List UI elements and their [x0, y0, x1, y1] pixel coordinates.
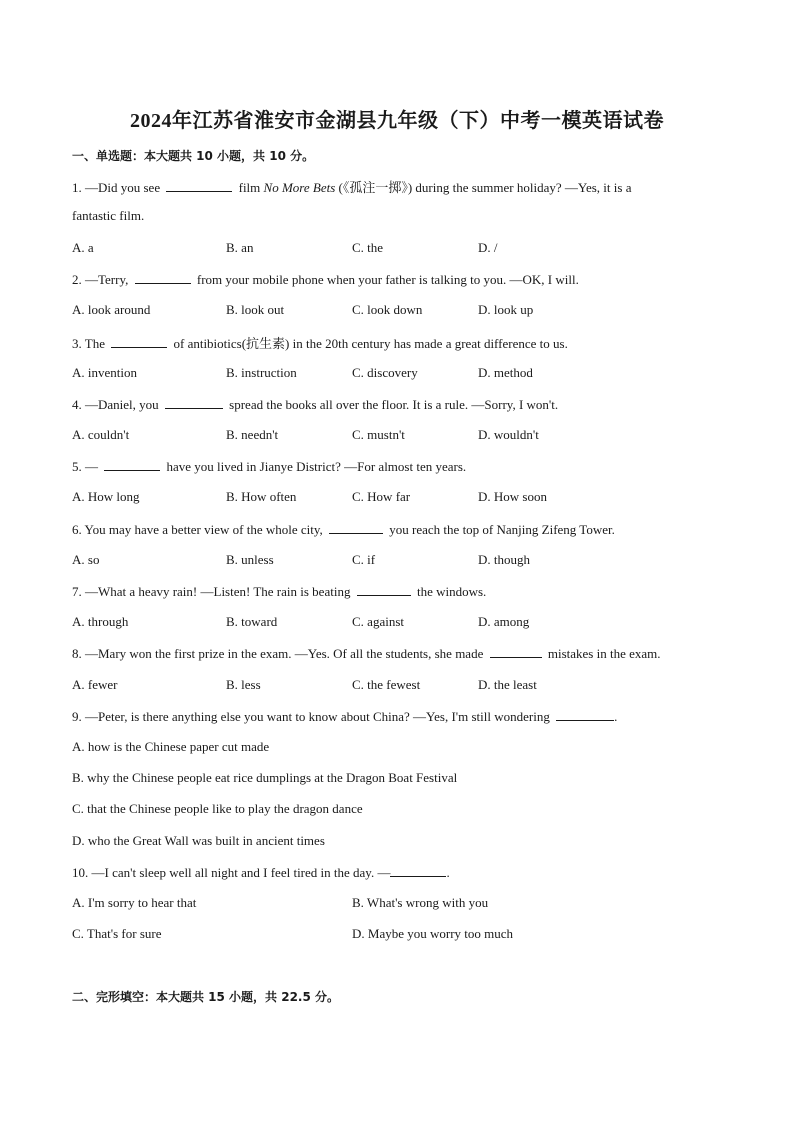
option-b: B. why the Chinese people eat rice dumplings at the Dragon Boat Festival: [72, 770, 458, 785]
option-b: B. instruction: [226, 365, 297, 380]
option-c: C. if: [352, 552, 376, 567]
answer-blank: [111, 335, 167, 348]
option-c: C. the fewest: [352, 677, 421, 692]
option-b: B. What's wrong with you: [352, 895, 489, 910]
page-title: 2024年江苏省淮安市金湖县九年级（下）中考一模英语试卷: [130, 110, 664, 132]
question-4: [72, 396, 558, 413]
option-a: A. a: [72, 240, 94, 255]
answer-blank: [556, 708, 614, 721]
option-d: D. method: [478, 365, 533, 380]
option-a: A. How long: [72, 489, 140, 504]
question-8: [72, 645, 661, 662]
option-d: D. who the Great Wall was built in ancient times: [72, 833, 325, 848]
answer-blank: [490, 645, 542, 658]
question-text: .: [446, 865, 450, 880]
option-c: C. discovery: [352, 365, 418, 380]
question-1-continued: fantastic film.: [72, 208, 145, 223]
question-10: [72, 864, 450, 881]
question-text: you reach the top of Nanjing Zifeng Tower.: [389, 522, 615, 537]
question-text: have you lived in Jianye District? —For almost ten years.: [166, 459, 467, 474]
option-b: B. toward: [226, 614, 278, 629]
answer-blank: [329, 521, 383, 534]
section-heading-cloze: 二、完形填空：本大题共 15 小题，共 22.5 分。: [72, 990, 340, 1004]
option-d: D. among: [478, 614, 530, 629]
answer-blank: [390, 864, 446, 877]
option-c: C. against: [352, 614, 404, 629]
option-b: B. How often: [226, 489, 297, 504]
question-text: 5. —: [72, 459, 98, 474]
option-c: C. the: [352, 240, 384, 255]
option-d: D. wouldn't: [478, 427, 539, 442]
question-text: film: [238, 180, 261, 195]
option-a: A. so: [72, 552, 100, 567]
question-2: [72, 271, 579, 288]
option-d: D. the least: [478, 677, 537, 692]
option-d: D. How soon: [478, 489, 547, 504]
option-a: A. how is the Chinese paper cut made: [72, 739, 270, 754]
option-c: C. mustn't: [352, 427, 405, 442]
question-text: from your mobile phone when your father is talking to you. —OK, I will.: [196, 272, 579, 287]
question-text: 3. The: [72, 336, 105, 351]
question-text: 6. You may have a better view of the whole city,: [72, 522, 323, 537]
option-a: A. couldn't: [72, 427, 130, 442]
option-b: B. look out: [226, 302, 285, 317]
question-text: mistakes in the exam.: [547, 646, 661, 661]
answer-blank: [166, 179, 232, 192]
answer-blank: [165, 396, 223, 409]
answer-blank: [357, 583, 411, 596]
option-a: A. invention: [72, 365, 137, 380]
film-title: No More Bets: [263, 180, 336, 195]
option-b: B. needn't: [226, 427, 279, 442]
question-text: 9. —Peter, is there anything else you want to know about China? —Yes, I'm still wondering: [72, 709, 550, 724]
option-d: D. look up: [478, 302, 534, 317]
question-text: of antibiotics(抗生素) in the 20th century has made a great difference to us.: [173, 336, 568, 351]
option-a: A. fewer: [72, 677, 118, 692]
option-d: D. though: [478, 552, 530, 567]
option-c: C. How far: [352, 489, 411, 504]
question-text: (《孤注一掷》) during the summer holiday? —Yes, it is a: [338, 180, 632, 195]
question-text: 1. —Did you see: [72, 180, 161, 195]
section-heading-single-choice: 一、单选题：本大题共 10 小题，共 10 分。: [72, 149, 315, 163]
option-c: C. that the Chinese people like to play the dragon dance: [72, 801, 363, 816]
option-a: A. I'm sorry to hear that: [72, 895, 197, 910]
question-text: 7. —What a heavy rain! —Listen! The rain is beating: [72, 584, 351, 599]
question-text: 4. —Daniel, you: [72, 397, 159, 412]
option-d: D. /: [478, 240, 498, 255]
question-text: .: [614, 709, 618, 724]
question-text: 10. —I can't sleep well all night and I feel tired in the day. —: [72, 865, 391, 880]
answer-blank: [135, 271, 191, 284]
question-7: [72, 583, 486, 600]
option-b: B. unless: [226, 552, 274, 567]
question-text: 8. —Mary won the first prize in the exam. —Yes. Of all the students, she made: [72, 646, 484, 661]
question-text: spread the books all over the floor. It is a rule. —Sorry, I won't.: [229, 397, 559, 412]
option-b: B. an: [226, 240, 254, 255]
answer-blank: [104, 458, 160, 471]
option-a: A. look around: [72, 302, 151, 317]
question-5: [72, 458, 466, 475]
question-3: [72, 333, 568, 352]
question-text: the windows.: [416, 584, 487, 599]
option-c: C. look down: [352, 302, 423, 317]
question-1: [72, 177, 631, 196]
question-9: [72, 708, 617, 725]
option-b: B. less: [226, 677, 261, 692]
option-a: A. through: [72, 614, 129, 629]
option-d: D. Maybe you worry too much: [352, 926, 514, 941]
option-c: C. That's for sure: [72, 926, 162, 941]
question-6: [72, 521, 615, 538]
question-text: 2. —Terry,: [72, 272, 129, 287]
